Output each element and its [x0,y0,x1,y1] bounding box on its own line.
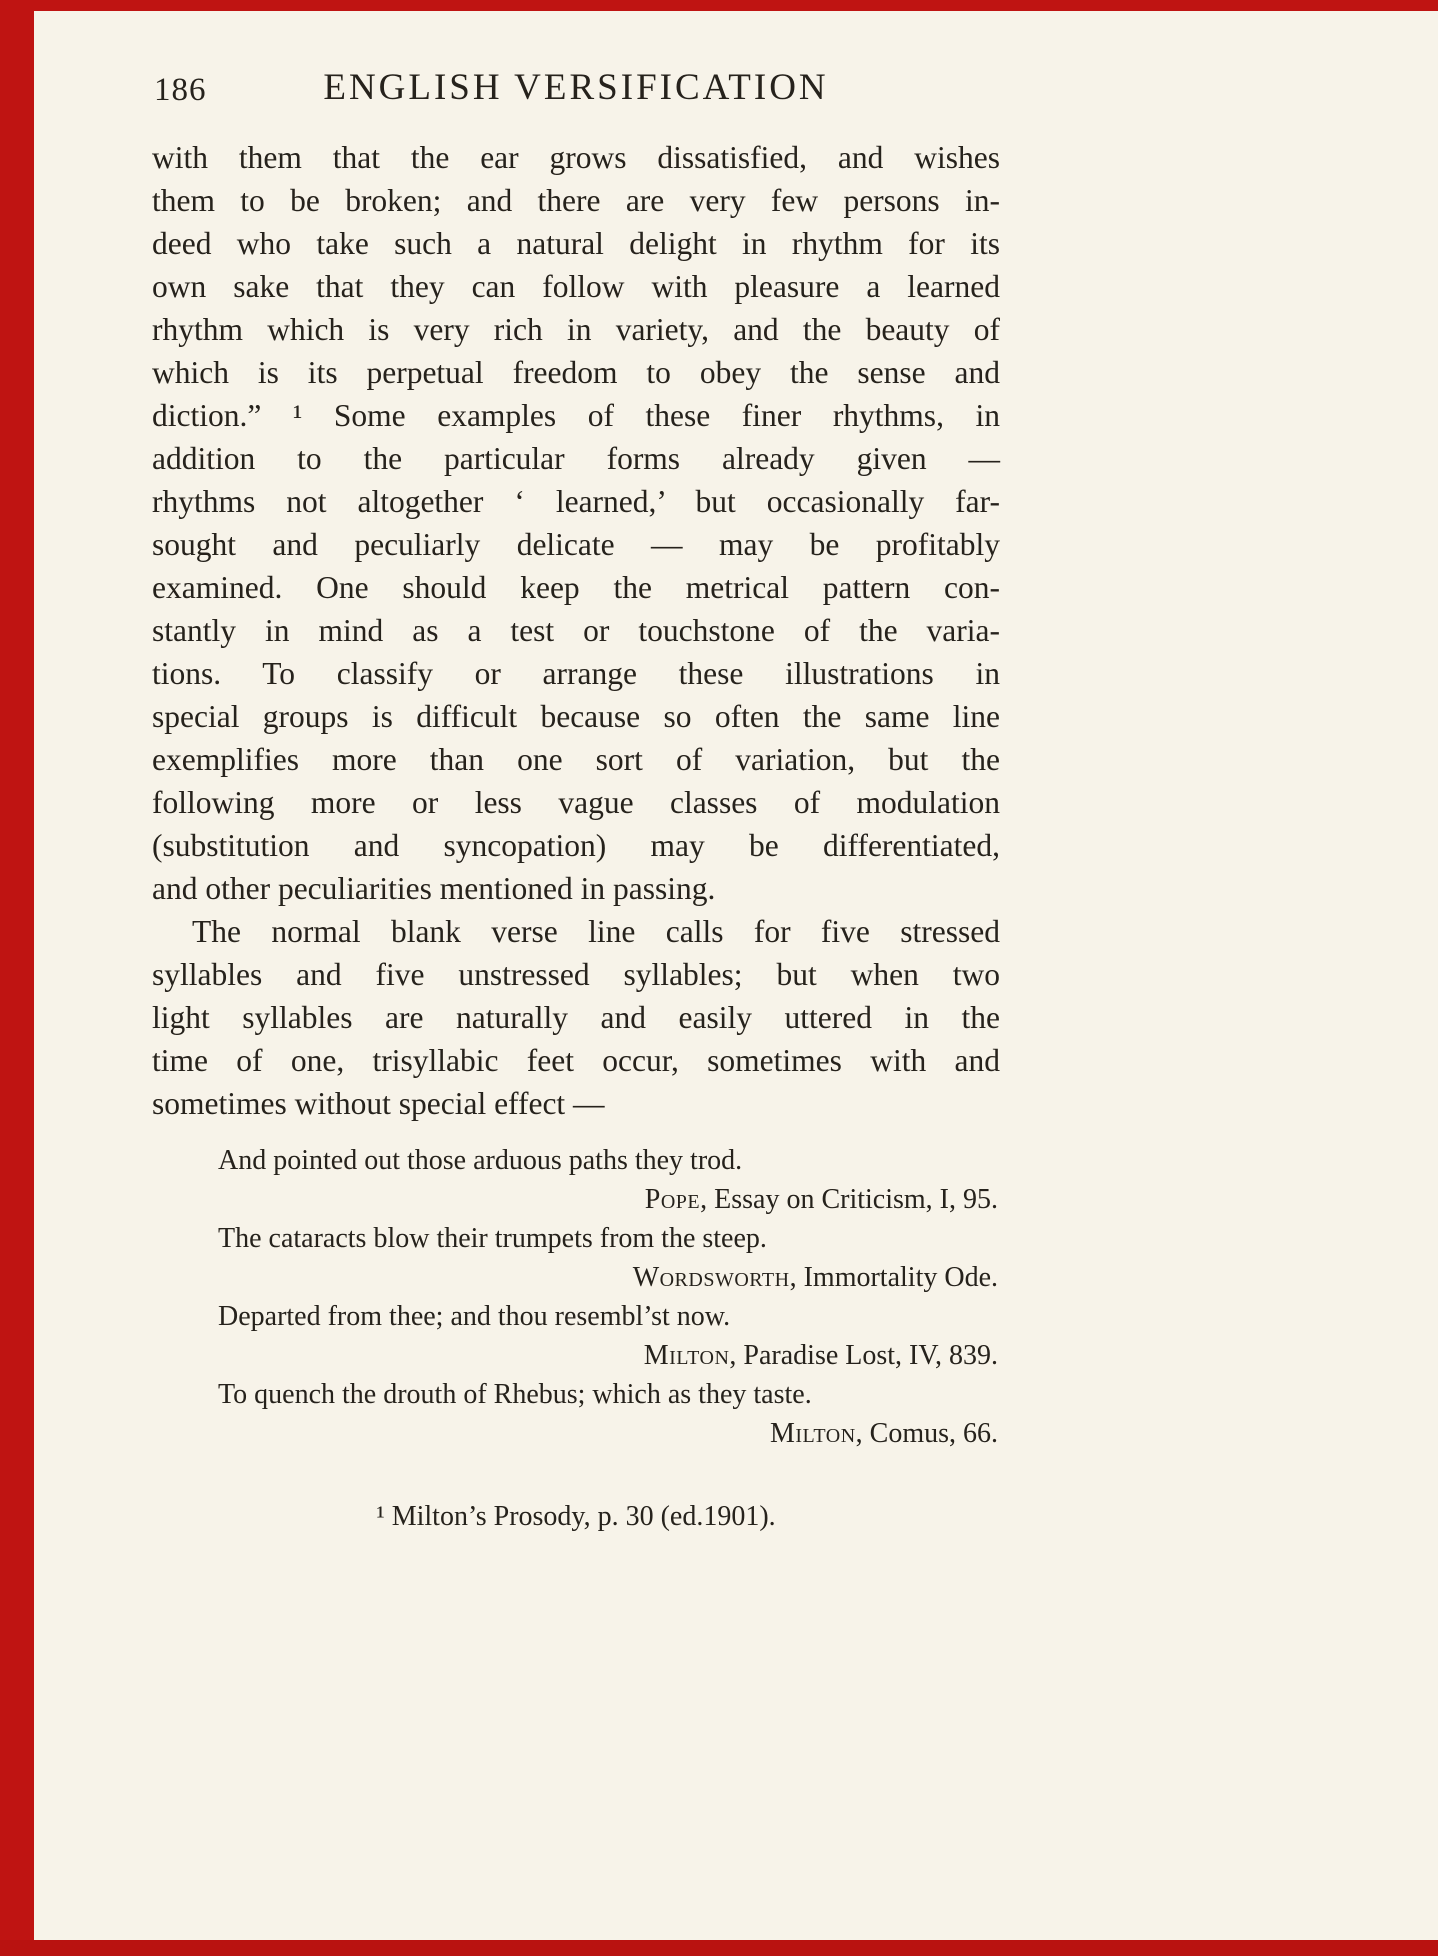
scan-edge-bottom [0,1940,1438,1956]
running-title: ENGLISH VERSIFICATION [323,67,829,108]
attribution-author: Wordsworth [632,1262,790,1293]
scan-edge-left [0,0,34,1956]
body-line: syllables and five unstressed syllables; but when two [152,957,1000,992]
attribution-author: Pope [644,1184,701,1215]
verse-quotations [152,1141,1000,1453]
body-line: stantly in mind as a test or touchstone of the varia- [152,613,1000,648]
attribution-source: , Paradise Lost, IV, 839. [729,1340,998,1371]
page-header [152,66,1000,118]
body-line: sought and peculiarly delicate — may be profitably [152,527,1000,562]
attribution-source: , Essay on Criticism, I, 95. [700,1184,998,1215]
body-line: examined. One should keep the metrical pattern con- [152,570,1000,605]
footnote: ¹ Milton’s Prosody, p. 30 (ed.1901). [376,1501,776,1532]
attribution-author: Milton [769,1418,856,1449]
attribution-source: , Immortality Ode. [789,1262,998,1293]
verse-attribution [152,1336,1000,1375]
body-line: sometimes without special effect — [152,1086,605,1121]
paragraph-2 [152,910,1000,1125]
verse-attribution [152,1258,1000,1297]
body-line: exemplifies more than one sort of variation, but the [152,742,1000,777]
body-line: deed who take such a natural delight in rhythm for its [152,226,1000,261]
attribution-source: , Comus, 66. [855,1418,998,1449]
page-number: 186 [154,72,207,108]
body-line: (substitution and syncopation) may be differentiated, [152,828,1000,863]
body-line: tions. To classify or arrange these illustrations in [152,656,1000,691]
body-line: and other peculiarities mentioned in passing. [152,871,716,906]
verse-line: Departed from thee; and thou resembl’st now. [218,1301,731,1332]
scan-edge-top [0,0,1438,11]
body-line: addition to the particular forms already given — [152,441,1000,476]
paragraph-1 [152,136,1000,910]
body-line: which is its perpetual freedom to obey the sense and [152,355,1000,390]
body-line: them to be broken; and there are very few persons in- [152,183,1000,218]
body-text [152,136,1000,1125]
body-line: diction.” ¹ Some examples of these finer rhythms, in [152,398,1000,433]
verse-line: The cataracts blow their trumpets from the steep. [218,1223,767,1254]
body-line: with them that the ear grows dissatisfied, and wishes [152,140,1000,175]
body-line: rhythm which is very rich in variety, and the beauty of [152,312,1000,347]
verse-line: And pointed out those arduous paths they trod. [218,1145,743,1176]
verse-line: To quench the drouth of Rhebus; which as they taste. [218,1379,812,1410]
verse-attribution [152,1414,1000,1453]
body-line: rhythms not altogether ‘ learned,’ but occasionally far- [152,484,1000,519]
body-line: own sake that they can follow with pleasure a learned [152,269,1000,304]
verse-attribution [152,1180,1000,1219]
body-line: special groups is difficult because so often the same line [152,699,1000,734]
body-line: light syllables are naturally and easily uttered in the [152,1000,1000,1035]
page-content [152,66,1000,1533]
attribution-author: Milton [643,1340,730,1371]
body-line: following more or less vague classes of modulation [152,785,1000,820]
body-line: The normal blank verse line calls for five stressed [192,914,1000,949]
body-line: time of one, trisyllabic feet occur, sometimes with and [152,1043,1000,1078]
